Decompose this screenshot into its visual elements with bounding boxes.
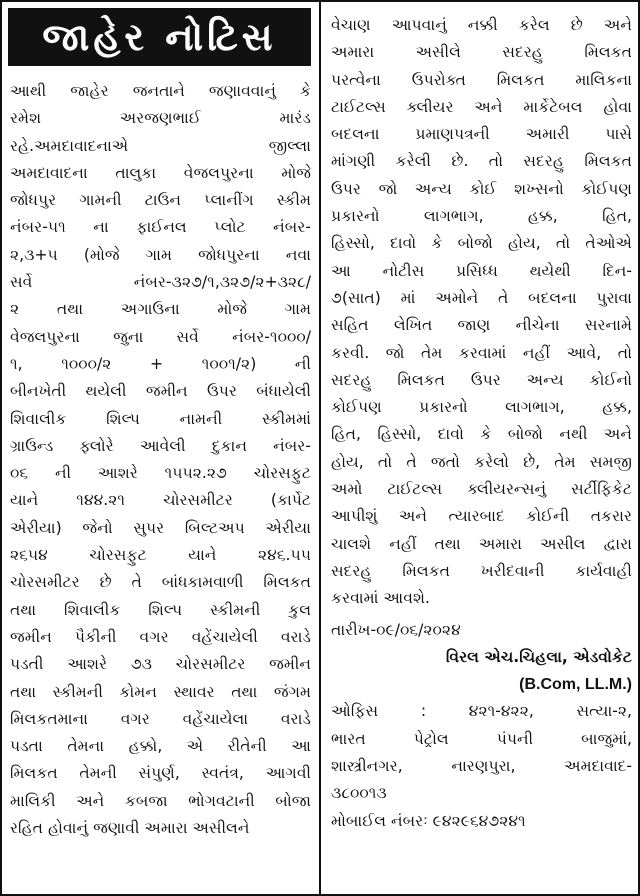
text-line: જોધપુર ગામની ટાઉન પ્લાનીંગ સ્કીમ bbox=[10, 191, 311, 210]
text-line: સદરહુ મિલકત ખરીદવાની કાર્યવાહી bbox=[331, 561, 632, 580]
text-line: તથા શિવાલીક શિલ્પ સ્કીમની કુલ bbox=[10, 600, 311, 619]
address-line: શાસ્ત્રીનગર, નારણપુરા, અમદાવાદ- bbox=[331, 757, 632, 776]
text-line: ૨૬૫૪ ચોરસફુટ યાને ૨૪૬.૫૫ bbox=[10, 546, 311, 565]
text-line: આ નોટીસ પ્રસિધ્ધ થયેથી દિન- bbox=[331, 261, 632, 280]
text-line: બીનખેતી થયેલી જમીન ઉપર બંધાયેલી bbox=[10, 382, 311, 401]
text-line: તથા સ્કીમની કોમન સ્થાવર તથા જંગમ bbox=[10, 682, 311, 701]
text-line: જમીન પૈકીની વગર વહેંચાયેલી વરાડે bbox=[10, 627, 311, 646]
text-line: ૦૬ ની આશરે ૧૫૫૨.૨૭ ચોરસફુટ bbox=[10, 464, 311, 483]
text-line: સદરહુ મિલકત ઉપર અન્ય કોઈનો bbox=[331, 370, 632, 389]
address-line: ભારત પેટ્રોલ પંપની બાજુમાં, bbox=[331, 729, 632, 748]
text-line: ગ્રાઉન્ડ ફ્લોરે આવેલી દુકાન નંબર- bbox=[10, 436, 311, 455]
text-line: ૧, ૧૦૦૦/૨ + ૧૦૦૧/૨) ની bbox=[10, 354, 311, 373]
text-line: બદલના પ્રમાણપત્રની અમારી પાસે bbox=[331, 125, 632, 144]
text-line: ૭(સાત) માં અમોને તે બદલના પુરાવા bbox=[331, 288, 632, 307]
signatory-name: વિરલ એચ.ચિહલા, એડવોકેટ bbox=[445, 647, 632, 666]
text-line: પડતી આશરે ૭૩ ચોરસમીટર જમીન bbox=[10, 655, 311, 674]
text-line: હોય, તો તે જતો કરેલો છે, તેમ સમજી bbox=[331, 452, 632, 471]
text-line: હિત, હિસ્સો, દાવો કે બોજો નથી અને bbox=[331, 425, 632, 444]
text-line: ચાલશે નહીં તથા અમારા અસીલ દ્વારા bbox=[331, 534, 632, 553]
text-line: પડતા તેમના હક્કો, એ રીતેની આ bbox=[10, 737, 311, 756]
text-line: શિવાલીક શિલ્પ નામની સ્કીમમાં bbox=[10, 409, 311, 428]
text-line: પ્રકારનો લાગભાગ, હક્ક, હિત, bbox=[331, 207, 632, 226]
text-line: સર્વે નંબર-૩૨૭/૧,૩૨૭/૨+૩૨૮/ bbox=[10, 273, 311, 292]
mobile-number: મોબાઈલ નંબરઃ ૯૪૨૯૬૪૭૨૪૧ bbox=[331, 811, 526, 830]
address-line: ઓફિસ : ૪૨૧-૪૨૨, સત્યા-૨, bbox=[331, 702, 632, 721]
text-line: નંબર-૫૧ ના ફાઈનલ પ્લોટ નંબર- bbox=[10, 218, 311, 237]
text-line: સહિત લેખિત જાણ નીચેના સરનામે bbox=[331, 316, 632, 335]
text-line: કોઈપણ પ્રકારનો લાગભાગ, હક્ક, bbox=[331, 398, 632, 417]
text-line: માંગણી કરેલી છે. તો સદરહુ મિલકત bbox=[331, 152, 632, 171]
text-line: આપીશું અને ત્યારબાદ કોઈની તકરાર bbox=[331, 507, 632, 526]
text-line: આથી જાહેર જનતાને જણાવવાનું કે bbox=[10, 82, 311, 100]
text-line: કરવામાં આવશે. bbox=[331, 589, 430, 608]
text-line: અમારા અસીલે સદરહુ મિલકત bbox=[331, 43, 632, 62]
address-line: ૩૮૦૦૧૩ bbox=[331, 784, 387, 803]
left-column bbox=[2, 2, 321, 894]
text-line: રમેશ અરજણભાઈ મારંડ bbox=[10, 109, 311, 128]
text-line: યાને ૧૪૪.૨૧ ચોરસમીટર (કાર્પેટ bbox=[10, 491, 311, 510]
notice-title: જાહેર નોટિસ bbox=[8, 8, 311, 66]
text-line: રહિત હોવાનું જણાવી અમારા અસીલને bbox=[10, 819, 250, 838]
text-line: વેજલપુરના જુના સર્વે નંબર-૧૦૦૦/ bbox=[10, 327, 311, 346]
text-line: રહે.અમદાવાદનાએ જીલ્લા bbox=[10, 136, 311, 155]
text-line: અમદાવાદના તાલુકા વેજલપુરના મોજે bbox=[10, 163, 311, 182]
text-line: માલિકી અને કબજા ભોગવટાની બોજા bbox=[10, 791, 311, 810]
text-line: ૨,૩+૫ (મોજે ગામ જોધપુરના નવા bbox=[10, 245, 311, 264]
text-line: ચોરસમીટર છે તે બાંધકામવાળી મિલકત bbox=[10, 573, 311, 592]
text-line: ૨ તથા અગાઉના મોજે ગામ bbox=[10, 300, 311, 319]
left-body-text bbox=[10, 78, 311, 842]
text-line: હિસ્સો, દાવો કે બોજો હોય, તો તેઓએ bbox=[331, 234, 632, 253]
text-line: ટાઈટલ્સ ક્લીયર અને માર્કેટેબલ હોવા bbox=[331, 97, 632, 116]
text-line: વેચાણ આપવાનું નક્કી કરેલ છે અને bbox=[331, 16, 632, 34]
right-column bbox=[321, 2, 638, 894]
notice-date: તારીખ-૦૯/૦૬/૨૦૨૪ bbox=[331, 620, 461, 639]
text-line: મિલકતમાના વગર વહેંચાયેલા વરાડે bbox=[10, 709, 311, 728]
signatory-qualifications: (B.Com, LL.M.) bbox=[519, 676, 632, 694]
right-body-text bbox=[331, 12, 632, 835]
text-line: પરત્વેના ઉપરોક્ત મિલકત માલિકના bbox=[331, 70, 632, 89]
text-line: કરવી. જો તેમ કરવામાં નહીં આવે, તો bbox=[331, 343, 632, 362]
text-line: અમો ટાઈટલ્સ ક્લીયરન્સનું સર્ટીફિકેટ bbox=[331, 480, 632, 499]
text-line: ઉપર જો અન્ય કોઈ શખ્સનો કોઈપણ bbox=[331, 179, 632, 198]
text-line: મિલકત તેમની સંપુર્ણ, સ્વતંત્ર, આગવી bbox=[10, 764, 311, 783]
text-line: એરીયા) જેનો સુપર બિલ્ટઅપ એરીયા bbox=[10, 518, 311, 537]
